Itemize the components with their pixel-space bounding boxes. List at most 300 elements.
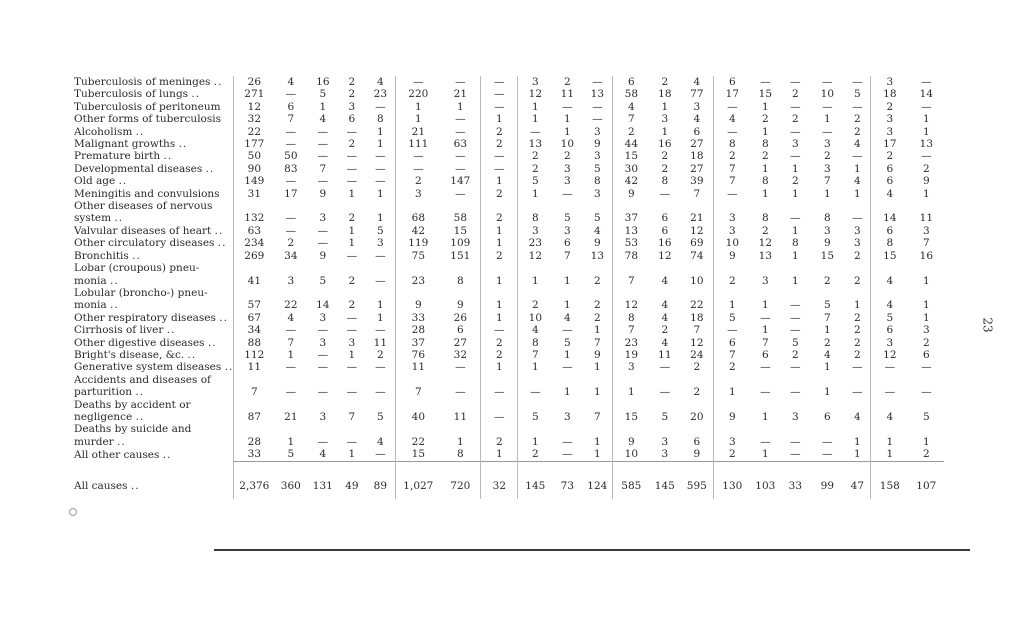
table-cell: 6 (871, 324, 909, 336)
table-cell: 15 (453, 224, 468, 237)
table-cell (582, 399, 613, 411)
table-cell: — (346, 175, 358, 188)
table-cell: — (455, 386, 466, 399)
table-cell: — (481, 101, 518, 113)
table-cell: 9 (593, 237, 601, 250)
table-cell: 33 (396, 312, 441, 324)
table-cell: 158 (871, 461, 909, 499)
table-cell: 1 (481, 237, 518, 249)
table-cell: 4 (823, 348, 831, 361)
table-cell: — (562, 100, 573, 113)
table-cell: 1 (791, 187, 799, 200)
table-cell (844, 287, 871, 299)
table-cell: — (790, 76, 801, 88)
table-row (74, 349, 944, 361)
table-cell: 13 (518, 138, 553, 150)
table-cell: 7 (823, 175, 831, 188)
table-cell (274, 262, 307, 274)
table-cell: 23 (613, 337, 650, 349)
row-label-text: Premature birth (74, 150, 161, 163)
table-cell (338, 262, 365, 274)
row-label-text: Other forms of tuberculosis (74, 113, 222, 126)
table-cell (552, 262, 582, 274)
table-cell: 3 (319, 410, 327, 423)
table-row (74, 262, 944, 274)
table-cell: — (592, 76, 603, 88)
table-cell: 21 (284, 410, 298, 423)
table-cell (307, 200, 338, 212)
row-label (74, 237, 234, 249)
table-cell: 7 (348, 410, 356, 423)
table-cell: 1 (853, 299, 861, 312)
table-cell: 88 (234, 337, 275, 349)
table-cell: — (790, 386, 801, 399)
table-cell: 2 (791, 113, 799, 126)
table-cell: — (396, 150, 441, 162)
total-row (74, 461, 944, 499)
table-cell: — (346, 435, 358, 448)
table-cell: 1 (563, 386, 571, 399)
table-cell: 1 (481, 299, 518, 311)
table-cell: 2 (518, 448, 553, 461)
table-row (74, 138, 944, 150)
table-cell: 1 (823, 324, 831, 337)
table-cell: 1 (823, 187, 831, 200)
table-cell: 11 (658, 348, 672, 361)
row-label (74, 88, 234, 100)
table-cell (518, 423, 553, 435)
table-cell: 2 (871, 101, 909, 113)
table-cell: 9 (319, 249, 327, 262)
table-cell: 27 (690, 138, 704, 151)
table-cell: — (790, 125, 801, 138)
table-cell: 2 (518, 299, 553, 311)
table-cell: — (822, 448, 833, 461)
table-cell: 2 (563, 150, 571, 163)
leader-dots: .. (132, 249, 141, 262)
table-cell: — (481, 150, 518, 162)
table-cell: 1 (563, 299, 571, 312)
table-cell: 21 (396, 126, 441, 138)
table-cell (440, 200, 481, 212)
table-row (74, 150, 944, 162)
table-cell: 1 (853, 162, 861, 175)
table-cell (714, 399, 751, 411)
table-cell: 3 (518, 225, 553, 237)
table-cell (396, 200, 441, 212)
table-cell: 16 (658, 138, 672, 151)
table-cell (750, 287, 780, 299)
table-cell: 8 (661, 175, 669, 188)
leader-dots: .. (205, 162, 215, 175)
table-cell (844, 200, 871, 212)
table-cell (871, 423, 909, 435)
table-cell: 1 (761, 162, 769, 175)
table-cell: — (852, 76, 863, 88)
table-cell: 12 (690, 224, 704, 237)
table-cell: 7 (563, 249, 571, 262)
table-cell: 47 (844, 461, 871, 499)
table-cell: 1 (376, 138, 384, 151)
table-cell: 1 (376, 125, 384, 138)
row-label (74, 436, 234, 448)
table-cell: 7 (714, 163, 751, 175)
table-cell (234, 200, 275, 212)
table-cell: — (562, 448, 573, 461)
table-cell: 8 (456, 274, 464, 287)
table-cell (613, 423, 650, 435)
table-cell: 1 (456, 100, 464, 113)
table-cell (307, 399, 338, 411)
table-cell: — (518, 386, 553, 398)
table-cell: 34 (234, 324, 275, 336)
table-cell: 7 (287, 113, 295, 126)
table-row (74, 324, 944, 336)
table-cell: 2 (661, 76, 669, 88)
table-cell (871, 200, 909, 212)
table-cell: 1 (563, 113, 571, 126)
table-cell (338, 423, 365, 435)
table-cell: — (518, 126, 553, 138)
leader-dots: .. (214, 224, 224, 237)
table-cell: 3 (791, 410, 799, 423)
row-label (74, 212, 234, 224)
table-cell: 2 (348, 212, 356, 225)
table-cell: 2 (481, 250, 518, 262)
table-cell: 13 (590, 249, 605, 262)
table-cell: — (285, 88, 297, 101)
table-cell: — (714, 101, 751, 113)
table-cell: — (317, 138, 329, 151)
table-cell (274, 287, 307, 299)
table-cell: 1 (761, 187, 769, 200)
row-label (74, 337, 234, 349)
table-cell (552, 200, 582, 212)
table-cell: 2 (714, 150, 751, 162)
row-label-text: parturition (74, 386, 133, 399)
table-cell: 15 (613, 411, 650, 423)
table-cell (338, 374, 365, 386)
table-row (74, 250, 944, 262)
table-cell: 78 (613, 250, 650, 262)
leader-dots: .. (191, 88, 201, 101)
table-row (74, 126, 944, 138)
table-cell: — (317, 435, 329, 448)
table-cell: — (375, 361, 386, 374)
table-cell: 1 (761, 125, 769, 138)
row-label-text: Generative system diseases (74, 361, 222, 374)
table-cell (396, 374, 441, 386)
table-cell (307, 374, 338, 386)
table-cell: 1 (922, 299, 930, 312)
table-cell (649, 423, 680, 435)
table-cell (338, 287, 365, 299)
table-cell: 234 (234, 237, 275, 249)
table-cell: — (760, 311, 771, 324)
table-cell: 9 (396, 299, 441, 311)
table-cell (810, 374, 844, 386)
table-cell: 18 (658, 88, 672, 101)
table-cell: — (317, 348, 329, 361)
table-cell: 33 (780, 461, 810, 499)
row-label (74, 76, 234, 88)
table-cell (714, 423, 751, 435)
table-cell: 1 (714, 386, 751, 398)
table-cell: 4 (853, 410, 861, 423)
table-cell: 4 (376, 435, 384, 448)
table-cell: 11 (396, 361, 441, 373)
table-cell: 6 (922, 348, 930, 361)
table-cell: 3 (823, 162, 831, 175)
table-cell: — (317, 224, 329, 237)
table-cell: 6 (823, 410, 831, 423)
table-cell: 6 (348, 113, 356, 126)
table-cell: 109 (450, 237, 471, 250)
table-cell: 1 (922, 125, 930, 138)
table-cell: 2 (593, 311, 601, 324)
table-cell: 53 (613, 237, 650, 249)
row-label-text: Lobular (broncho-) pneu- (74, 286, 208, 299)
row-label (74, 374, 234, 386)
table-cell: 9 (593, 138, 601, 151)
table-cell (440, 262, 481, 274)
table-cell: — (481, 324, 518, 336)
row-label-text: Deaths by accident or (74, 398, 191, 411)
table-cell (908, 423, 944, 435)
table-cell: 2 (693, 361, 701, 374)
table-cell: 147 (450, 175, 471, 188)
table-cell: 4 (376, 76, 384, 88)
table-cell (780, 200, 810, 212)
row-label (74, 299, 234, 311)
table-cell: 5 (593, 162, 601, 175)
table-cell: — (659, 361, 671, 374)
table-cell: 23 (373, 88, 388, 101)
table-cell: 4 (593, 224, 601, 237)
table-cell: 3 (319, 311, 327, 324)
table-cell: 3 (761, 274, 769, 287)
table-cell: 5 (376, 410, 384, 423)
table-cell (680, 423, 714, 435)
table-row (74, 448, 944, 461)
table-cell: 2 (853, 336, 861, 349)
table-cell: 360 (274, 461, 307, 499)
mortality-table-body (74, 76, 944, 499)
table-cell (307, 423, 338, 435)
table-cell: 3 (518, 76, 553, 88)
table-cell: 1 (593, 435, 601, 448)
table-cell: 130 (714, 461, 751, 499)
table-cell: 1 (791, 162, 799, 175)
table-cell: — (396, 163, 441, 175)
row-label-text: Lobar (croupous) pneu- (74, 262, 200, 275)
table-cell: 2 (853, 311, 861, 324)
table-cell (440, 399, 481, 411)
table-cell: 1 (481, 225, 518, 237)
table-cell: — (455, 113, 466, 126)
table-cell: — (760, 361, 771, 374)
row-label-text: Developmental diseases (74, 162, 203, 175)
table-cell: 2 (563, 76, 571, 88)
table-cell (810, 287, 844, 299)
table-cell: 22 (690, 299, 704, 312)
table-row (74, 287, 944, 299)
table-cell: 2 (761, 150, 769, 163)
table-cell: 31 (234, 188, 275, 200)
table-cell (234, 399, 275, 411)
table-cell: 10 (560, 138, 575, 151)
table-cell: — (760, 386, 771, 399)
table-cell: — (790, 361, 801, 374)
table-cell (780, 423, 810, 435)
row-label (74, 349, 234, 361)
table-cell (844, 374, 871, 386)
table-cell: 5 (563, 336, 571, 349)
table-cell: 6 (714, 76, 751, 88)
table-cell (365, 287, 396, 299)
table-cell: 7 (693, 324, 701, 337)
table-cell (481, 200, 518, 212)
table-cell: 12 (871, 349, 909, 361)
table-cell: 3 (922, 224, 930, 237)
table-cell (810, 200, 844, 212)
row-label-text: Alcoholism (74, 125, 133, 138)
total-label (74, 461, 234, 499)
leader-dots: .. (187, 348, 197, 361)
table-cell: 11 (919, 212, 934, 225)
table-cell: 3 (714, 212, 751, 224)
table-cell: 5 (319, 274, 327, 287)
table-cell: 8 (518, 212, 553, 224)
table-cell: 4 (714, 113, 751, 125)
table-cell: 2 (791, 88, 799, 101)
table-cell: — (852, 386, 863, 399)
table-cell: 132 (234, 212, 275, 224)
table-cell (582, 423, 613, 435)
table-cell: 1 (376, 212, 384, 225)
table-cell: 3 (871, 113, 909, 125)
table-cell: — (790, 299, 801, 312)
row-label (74, 175, 234, 187)
table-cell: — (375, 324, 386, 337)
table-cell (481, 423, 518, 435)
row-label-text: Other digestive diseases (74, 336, 205, 349)
table-row (74, 312, 944, 324)
table-cell (908, 399, 944, 411)
leader-dots: .. (117, 435, 126, 448)
table-cell: 1 (593, 386, 601, 399)
table-cell: 3 (319, 336, 327, 349)
table-cell: 4 (319, 448, 327, 461)
table-row (74, 212, 944, 224)
table-cell: — (285, 175, 297, 188)
table-cell (518, 399, 553, 411)
table-cell: 1 (518, 275, 553, 287)
table-row (74, 76, 944, 88)
table-cell: 6 (871, 225, 909, 237)
table-cell: — (317, 237, 329, 250)
table-cell: 1 (396, 101, 441, 113)
table-cell: — (714, 324, 751, 336)
table-cell: 1 (922, 274, 930, 287)
table-cell: 1 (348, 448, 356, 461)
table-cell: 2 (287, 237, 295, 250)
table-cell: 27 (690, 162, 704, 175)
table-cell: 720 (440, 461, 481, 499)
table-cell: 1 (761, 448, 769, 461)
table-cell: 15 (396, 448, 441, 461)
row-label (74, 101, 234, 113)
table-cell (481, 262, 518, 274)
leader-dots: .. (217, 237, 227, 250)
table-cell: 1 (661, 125, 669, 138)
table-cell: 6 (714, 337, 751, 349)
table-cell (750, 399, 780, 411)
table-cell: 13 (758, 249, 773, 262)
table-cell: 7 (922, 237, 930, 250)
table-cell: 1 (481, 275, 518, 287)
table-cell: 7 (287, 336, 295, 349)
table-cell (582, 200, 613, 212)
table-cell: 15 (613, 150, 650, 162)
table-cell: 8 (518, 337, 553, 349)
table-cell: 12 (758, 237, 773, 250)
table-cell: 39 (690, 175, 704, 188)
table-cell: 3 (376, 237, 384, 250)
table-cell: 1 (348, 237, 356, 250)
table-cell: 13 (919, 138, 934, 151)
table-cell: 7 (518, 349, 553, 361)
table-cell (680, 262, 714, 274)
table-cell: 7 (593, 336, 601, 349)
table-cell: 12 (518, 88, 553, 100)
table-cell: 2 (376, 348, 384, 361)
table-cell: 3 (348, 336, 356, 349)
table-cell: 3 (319, 212, 327, 225)
table-cell: 1 (481, 361, 518, 373)
table-cell: 7 (613, 324, 650, 336)
table-cell: 2 (853, 113, 861, 126)
table-cell: 10 (820, 88, 835, 101)
row-label (74, 448, 234, 461)
table-cell: 7 (714, 349, 751, 361)
table-cell: 99 (810, 461, 844, 499)
table-cell: 1 (823, 361, 831, 374)
row-label (74, 163, 234, 175)
table-cell: 8 (761, 175, 769, 188)
table-cell (844, 262, 871, 274)
table-cell: 1 (481, 448, 518, 461)
table-cell: 10 (714, 237, 751, 249)
table-cell: 1 (319, 100, 327, 113)
table-cell: 33 (234, 448, 275, 461)
table-cell: 10 (518, 312, 553, 324)
table-cell: 1 (287, 348, 295, 361)
table-cell: 89 (365, 461, 396, 499)
table-cell: — (592, 113, 603, 126)
table-cell: 177 (234, 138, 275, 150)
table-cell: 74 (690, 249, 704, 262)
table-cell: 16 (316, 76, 330, 88)
table-cell: 6 (761, 348, 769, 361)
table-cell: — (822, 435, 833, 448)
table-cell: 4 (693, 76, 701, 88)
table-cell: 9 (922, 175, 930, 188)
table-cell: 5 (563, 212, 571, 225)
table-cell: — (455, 76, 466, 88)
leader-dots: .. (213, 76, 223, 88)
table-cell (365, 399, 396, 411)
